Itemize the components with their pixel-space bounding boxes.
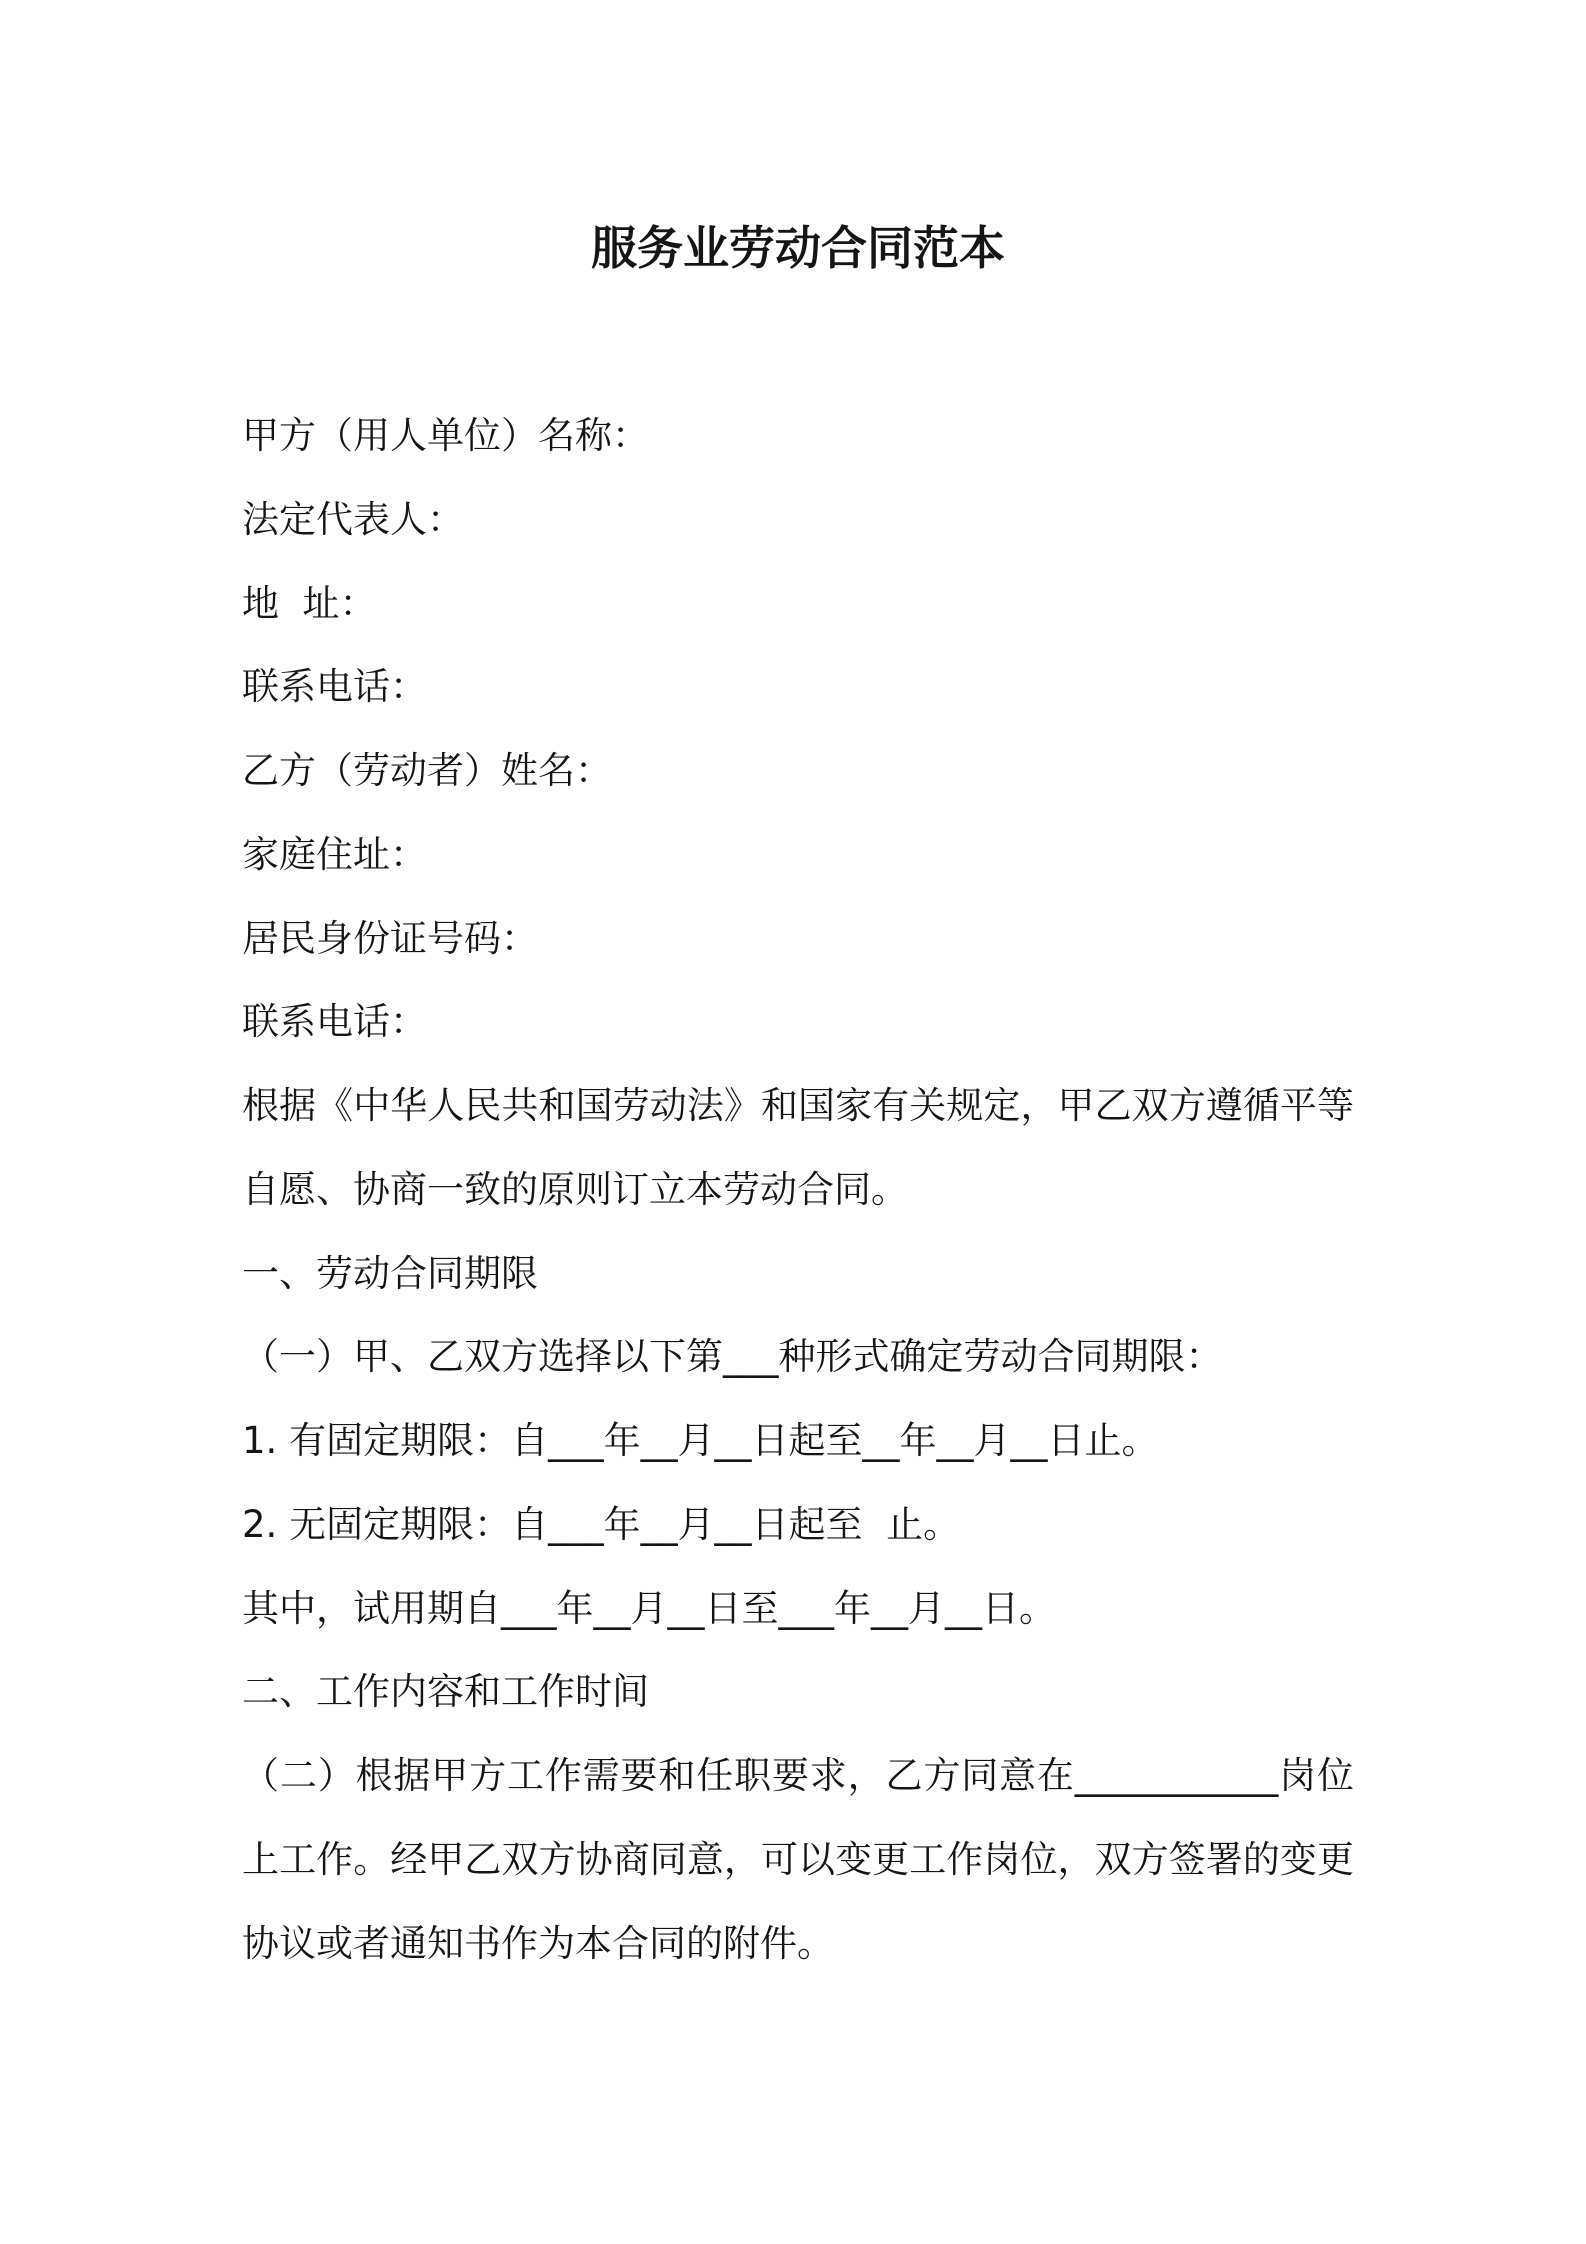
- term-option-fixed: 1. 有固定期限：自___年__月__日起至__年__月__日止。: [242, 1419, 1159, 1463]
- preamble-line: 根据《中华人民共和国劳动法》和国家有关规定，甲乙双方遵循平等: [242, 1084, 1354, 1128]
- party-b-name-label: 乙方（劳动者）姓名：: [242, 749, 612, 793]
- party-b-home-address-label: 家庭住址：: [242, 832, 427, 876]
- party-b-phone-label: 联系电话：: [242, 1000, 427, 1044]
- party-b-id-number-label: 居民身份证号码：: [242, 916, 538, 960]
- section-1-clause-1: （一）甲、乙双方选择以下第___种形式确定劳动合同期限：: [242, 1335, 1223, 1379]
- document-title: 服务业劳动合同范本: [591, 221, 1005, 275]
- party-a-phone-label: 联系电话：: [242, 665, 427, 709]
- party-a-address-label: 地 址：: [242, 581, 377, 625]
- probation-period: 其中，试用期自___年__月__日至___年__月__日。: [242, 1586, 1056, 1630]
- section-2-clause-2-line: 协议或者通知书作为本合同的附件。: [242, 1921, 834, 1965]
- party-a-name-label: 甲方（用人单位）名称：: [242, 414, 649, 457]
- preamble-line: 自愿、协商一致的原则订立本劳动合同。: [242, 1167, 908, 1211]
- section-2-heading: 二、工作内容和工作时间: [242, 1670, 649, 1714]
- section-2-clause-2-line: （二）根据甲方工作需要和任职要求，乙方同意在___________岗位: [242, 1754, 1354, 1798]
- section-1-heading: 一、劳动合同期限: [242, 1251, 538, 1295]
- party-a-legal-rep-label: 法定代表人：: [242, 497, 464, 541]
- section-2-clause-2-line: 上工作。经甲乙双方协商同意，可以变更工作岗位，双方签署的变更: [242, 1838, 1354, 1882]
- term-option-open-ended: 2. 无固定期限：自___年__月__日起至 止。: [242, 1502, 961, 1546]
- document-body: [242, 394, 1354, 1986]
